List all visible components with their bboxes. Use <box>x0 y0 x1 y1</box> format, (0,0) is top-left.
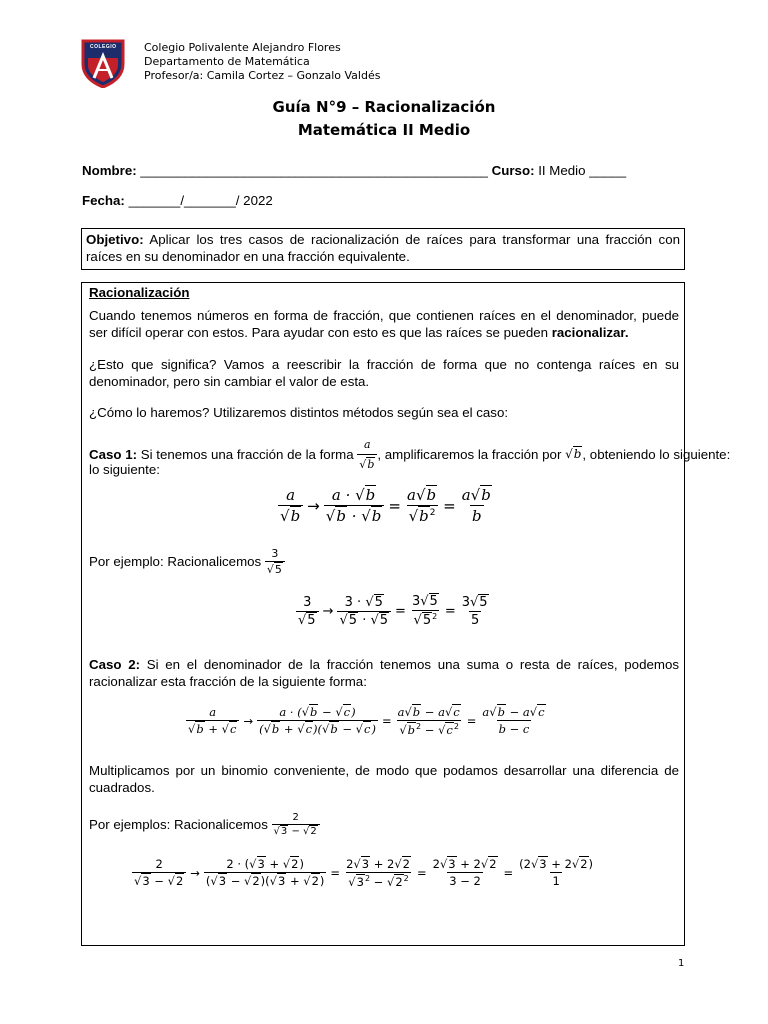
formula-case1: $\frac{a}{√b}$ → $\frac{a \cdot √b}{√b \cdot √b}$ = $\frac{a√b}{√b^2}$ = $\frac{a√b}{b}$ <box>280 486 491 525</box>
objective-text <box>86 231 680 265</box>
school-logo <box>80 38 126 88</box>
paragraph-4 <box>89 762 679 796</box>
example2-line: Por ejemplos: Racionalicemos $\frac{2}{√3 - √2}$ <box>89 812 320 837</box>
name-field-line[interactable] <box>82 163 626 178</box>
case1-part-a: Si tenemos una fracción de la forma <box>137 447 358 462</box>
example1-text: Por ejemplo: Racionalicemos <box>89 554 265 569</box>
date-value: _______/_______/ 2022 <box>128 193 273 208</box>
section-heading: Racionalización <box>89 285 190 300</box>
date-label: Fecha: <box>82 193 125 208</box>
case2-paragraph <box>89 656 679 690</box>
date-field-line[interactable] <box>82 193 273 208</box>
formula-example1: $\frac{3}{√5}$ → $\frac{3 \cdot √5}{√5 \cdot √5}$ = $\frac{3√5}{√5^2}$ = $\frac{3√5}{5}$ <box>298 594 488 629</box>
example1-line: Por ejemplo: Racionalicemos $\frac{3}{√5}$ <box>89 547 285 576</box>
page-number: 1 <box>678 958 685 969</box>
formula-example2: $\frac{2}{√3 - √2}$ → $\frac{2 \cdot (√3 + √2)}{(√3 - √2)(√3 + √2)}$ = $\frac{2√3 + 2√2}{√3^2 - √2^2}$ = $\frac{2√3 + 2√2}{3 - 2}$ = $\frac{(2√3 + 2√2)}{1}$ <box>134 857 594 889</box>
p4-text: Multiplicamos por un binomio conveniente, de modo que podamos desarrollar una diferencia de cuadrados. <box>89 763 679 795</box>
case2-label: Caso 2: <box>89 657 141 672</box>
objective-body: Aplicar los tres casos de racionalización de raíces para transformar una fracción con raíces en su denominador en una fracción equivalente. <box>86 232 680 264</box>
name-label: Nombre: <box>82 163 137 178</box>
objective-box <box>81 228 685 270</box>
case1-part-c: , obteniendo lo siguiente: <box>582 447 731 462</box>
case1-label: Caso 1: <box>89 447 138 462</box>
p3-text: ¿Cómo lo haremos? Utilizaremos distintos métodos según sea el caso: <box>89 405 509 420</box>
name-blank: _______________________________________________ <box>140 163 488 178</box>
formula-case2: $\frac{a}{√b + √c}$ → $\frac{a \cdot (√b - √c)}{(√b + √c)(√b - √c)}$ = $\frac{a√b - a√c}{√b^2 - √c^2}$ = $\frac{a√b - a√c}{b - c}$ <box>188 705 545 737</box>
case1-inline-root: √b <box>565 447 582 461</box>
guide-title: Guía N°9 – Racionalización <box>272 98 496 116</box>
example2-text: Por ejemplos: Racionalicemos <box>89 817 272 832</box>
p1-bold: racionalizar. <box>551 325 629 340</box>
p1-text: Cuando tenemos números en forma de fracción, que contienen raíces en el denominador, puede ser difícil operar con estos. Para ayudar con esto es que las raíces se pueden <box>89 308 679 340</box>
case2-text: Si en el denominador de la fracción tenemos una suma o resta de raíces, podemos racionalizar esta fracción de la siguiente forma: <box>89 657 679 689</box>
objective-label: Objetivo: <box>86 232 144 247</box>
course-label: Curso: <box>491 163 535 178</box>
p2-text: ¿Esto que significa? Vamos a reescribir la fracción de forma que no contenga raíces en su denominador, pero sin cambiar el valor de esta. <box>89 357 679 389</box>
teachers-line: Profesor/a: Camila Cortez – Gonzalo Valdés <box>144 69 381 82</box>
case1-part-b: , amplificaremos la fracción por <box>377 447 566 462</box>
case1-line2: lo siguiente: <box>89 462 160 477</box>
guide-subtitle: Matemática II Medio <box>297 121 471 139</box>
paragraph-2 <box>89 356 679 390</box>
paragraph-1 <box>89 307 679 341</box>
case1-text <box>89 436 731 473</box>
course-value: II Medio _____ <box>538 163 627 178</box>
case1-inline-fraction: $\frac{a}{√b}$ <box>357 436 377 473</box>
department-name: Departamento de Matemática <box>144 55 310 68</box>
logo-text: COLEGIO <box>90 44 117 50</box>
school-name: Colegio Polivalente Alejandro Flores <box>144 41 341 54</box>
paragraph-3 <box>89 404 679 421</box>
